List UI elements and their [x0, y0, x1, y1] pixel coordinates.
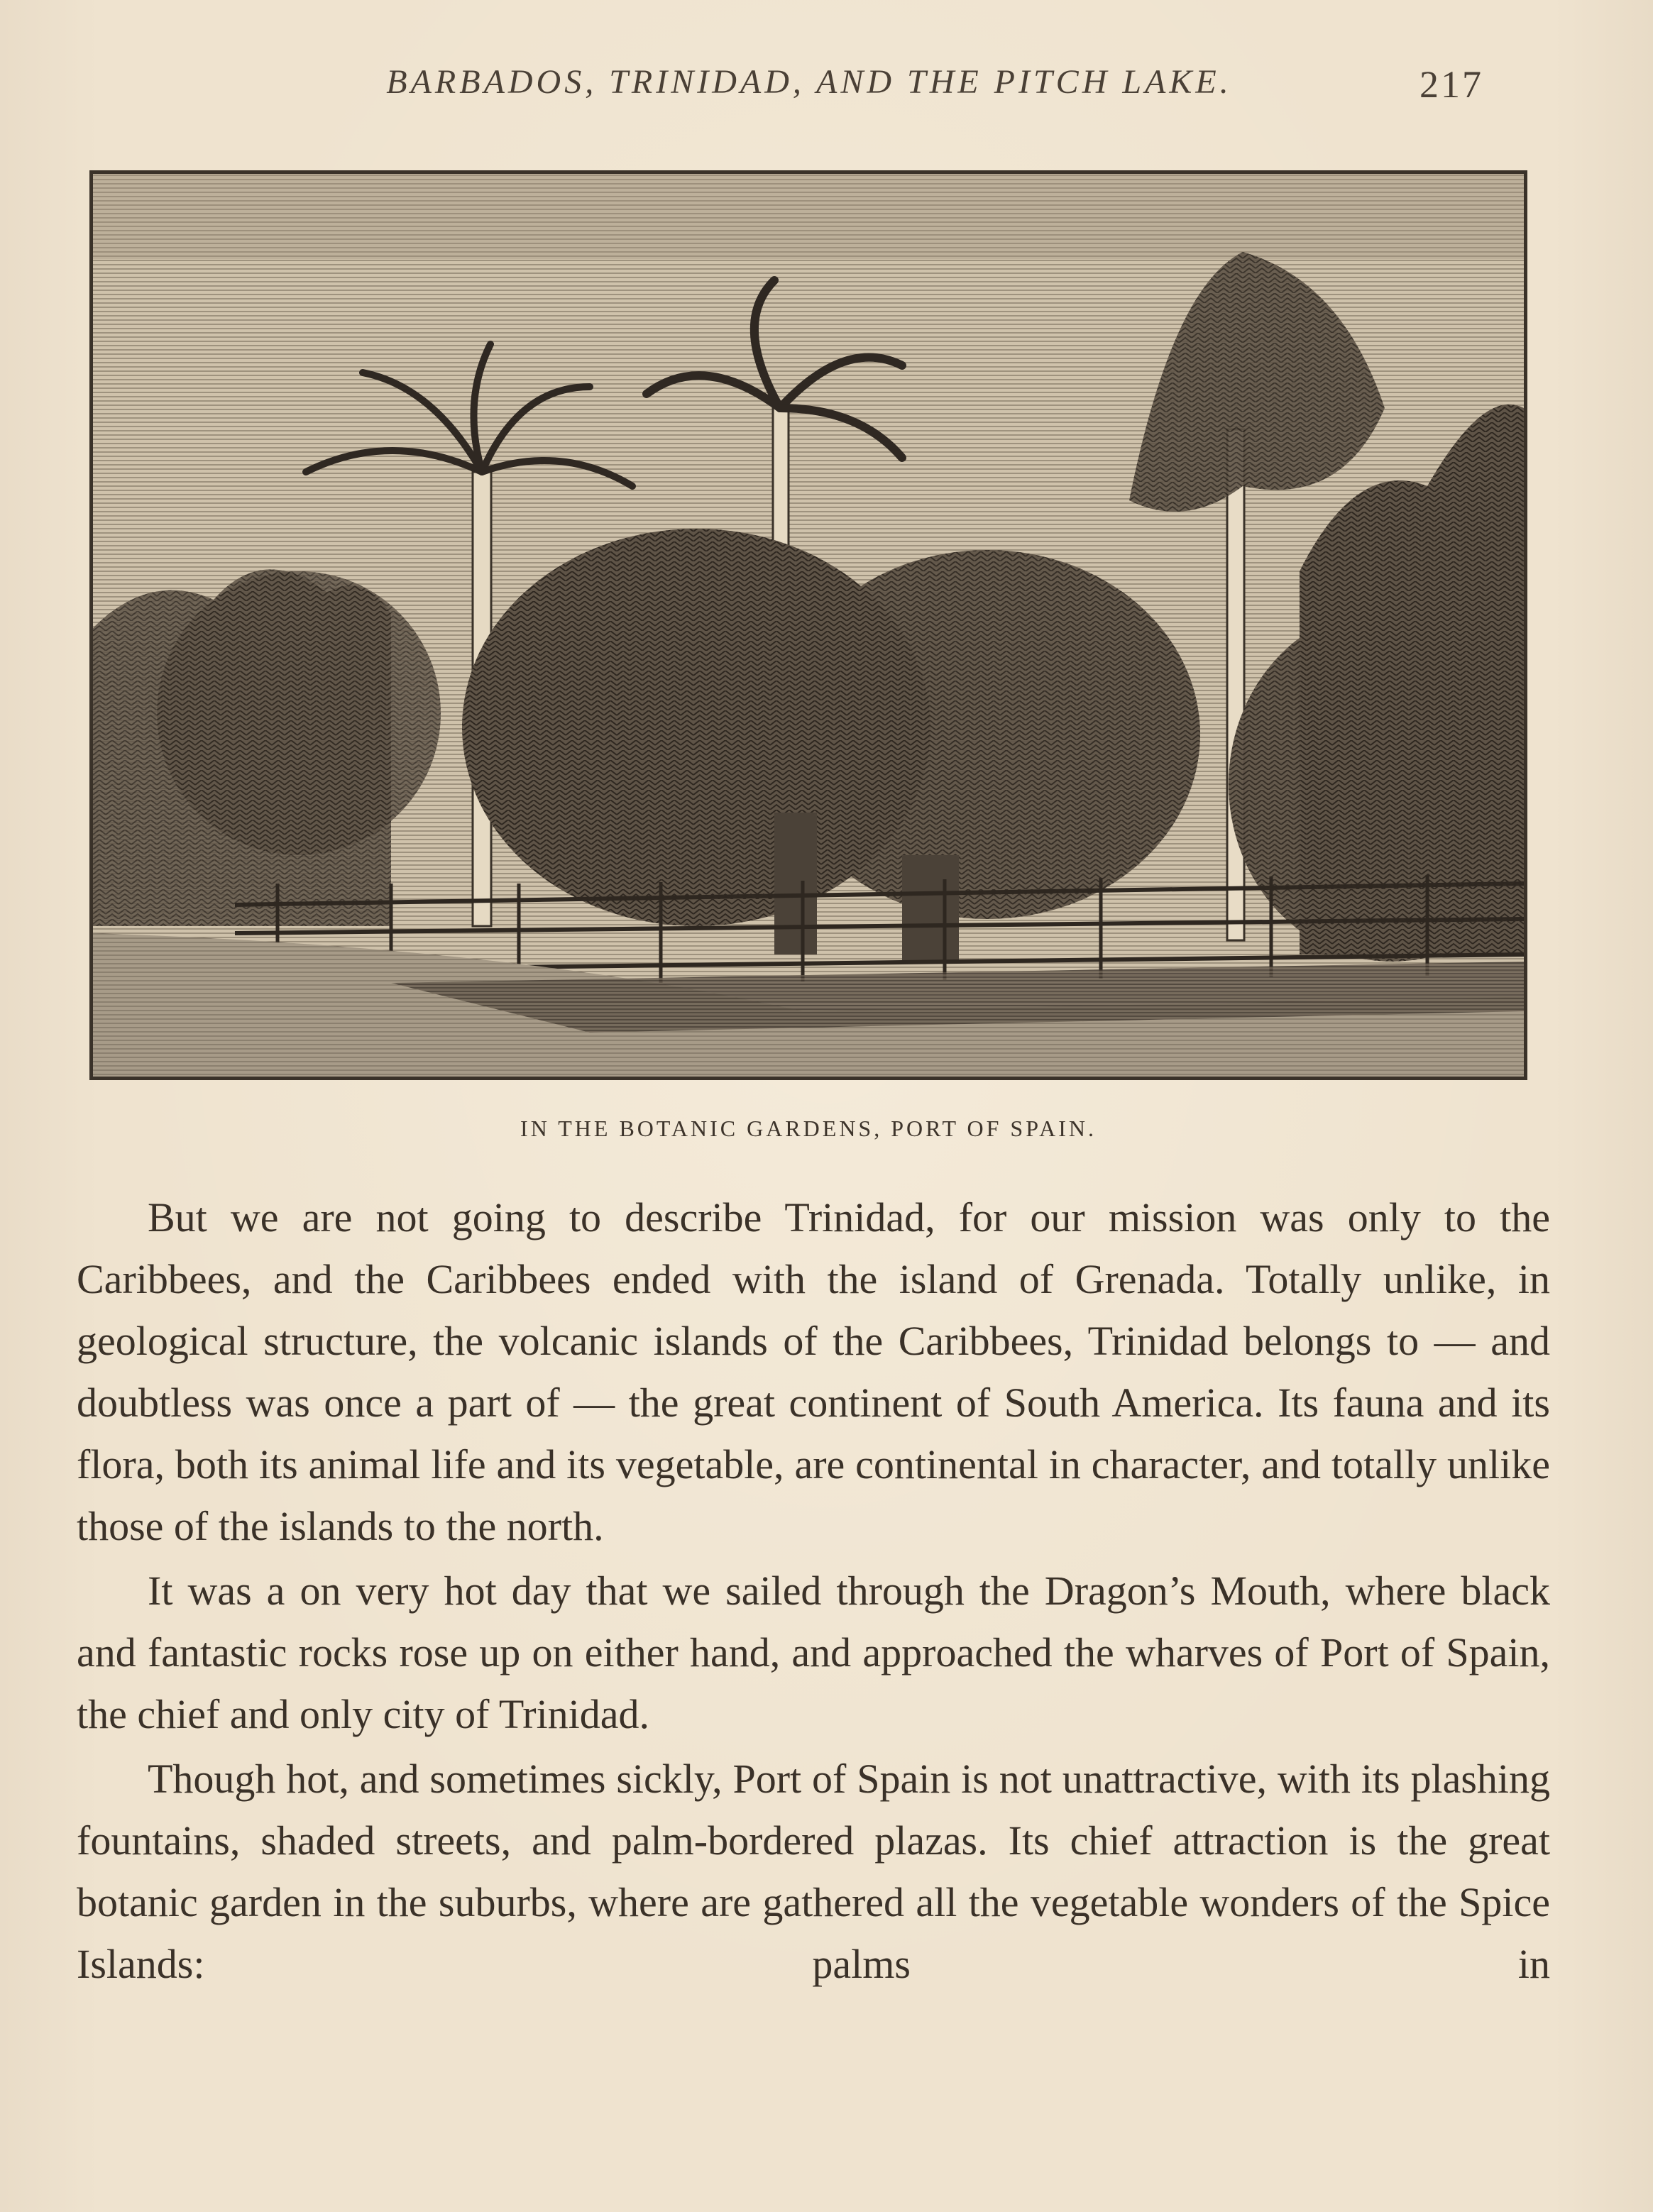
botanic-gardens-engraving — [89, 170, 1527, 1080]
engraving-image — [93, 174, 1524, 1077]
running-head: BARBADOS, TRINIDAD, AND THE PITCH LAKE. — [386, 63, 1232, 101]
illustration-caption: IN THE BOTANIC GARDENS, PORT OF SPAIN. — [520, 1116, 1097, 1141]
paragraph-3: Though hot, and sometimes sickly, Port of Spain is not unattractive, with its plashing fountains, shaded streets, and palm-bordered plazas. Its chief attraction is the great botanic garden in the suburbs, where are gathered all the vegetable wonders of the Spice Islands: palms in — [77, 1756, 1550, 1987]
page-number: 217 — [1419, 63, 1483, 106]
paragraph-1: But we are not going to describe Trinidad, for our mission was only to the Caribbees, and the Caribbees ended with the island of Grenada. Totally unlike, in geological structure, the volcanic islands of the Caribbees, Trinidad belongs to — and doubtless was once a part of — the great continent of South America. Its fauna and its flora, both its animal life and its vegetable, are continental in character, and totally unlike those of the islands to the north. — [77, 1194, 1550, 1549]
body-text — [77, 1187, 1550, 1995]
paragraph-2: It was a on very hot day that we sailed through the Dragon’s Mouth, where black and fantastic rocks rose up on either hand, and approached the wharves of Port of Spain, the chief and only city of Trinidad. — [77, 1568, 1550, 1737]
